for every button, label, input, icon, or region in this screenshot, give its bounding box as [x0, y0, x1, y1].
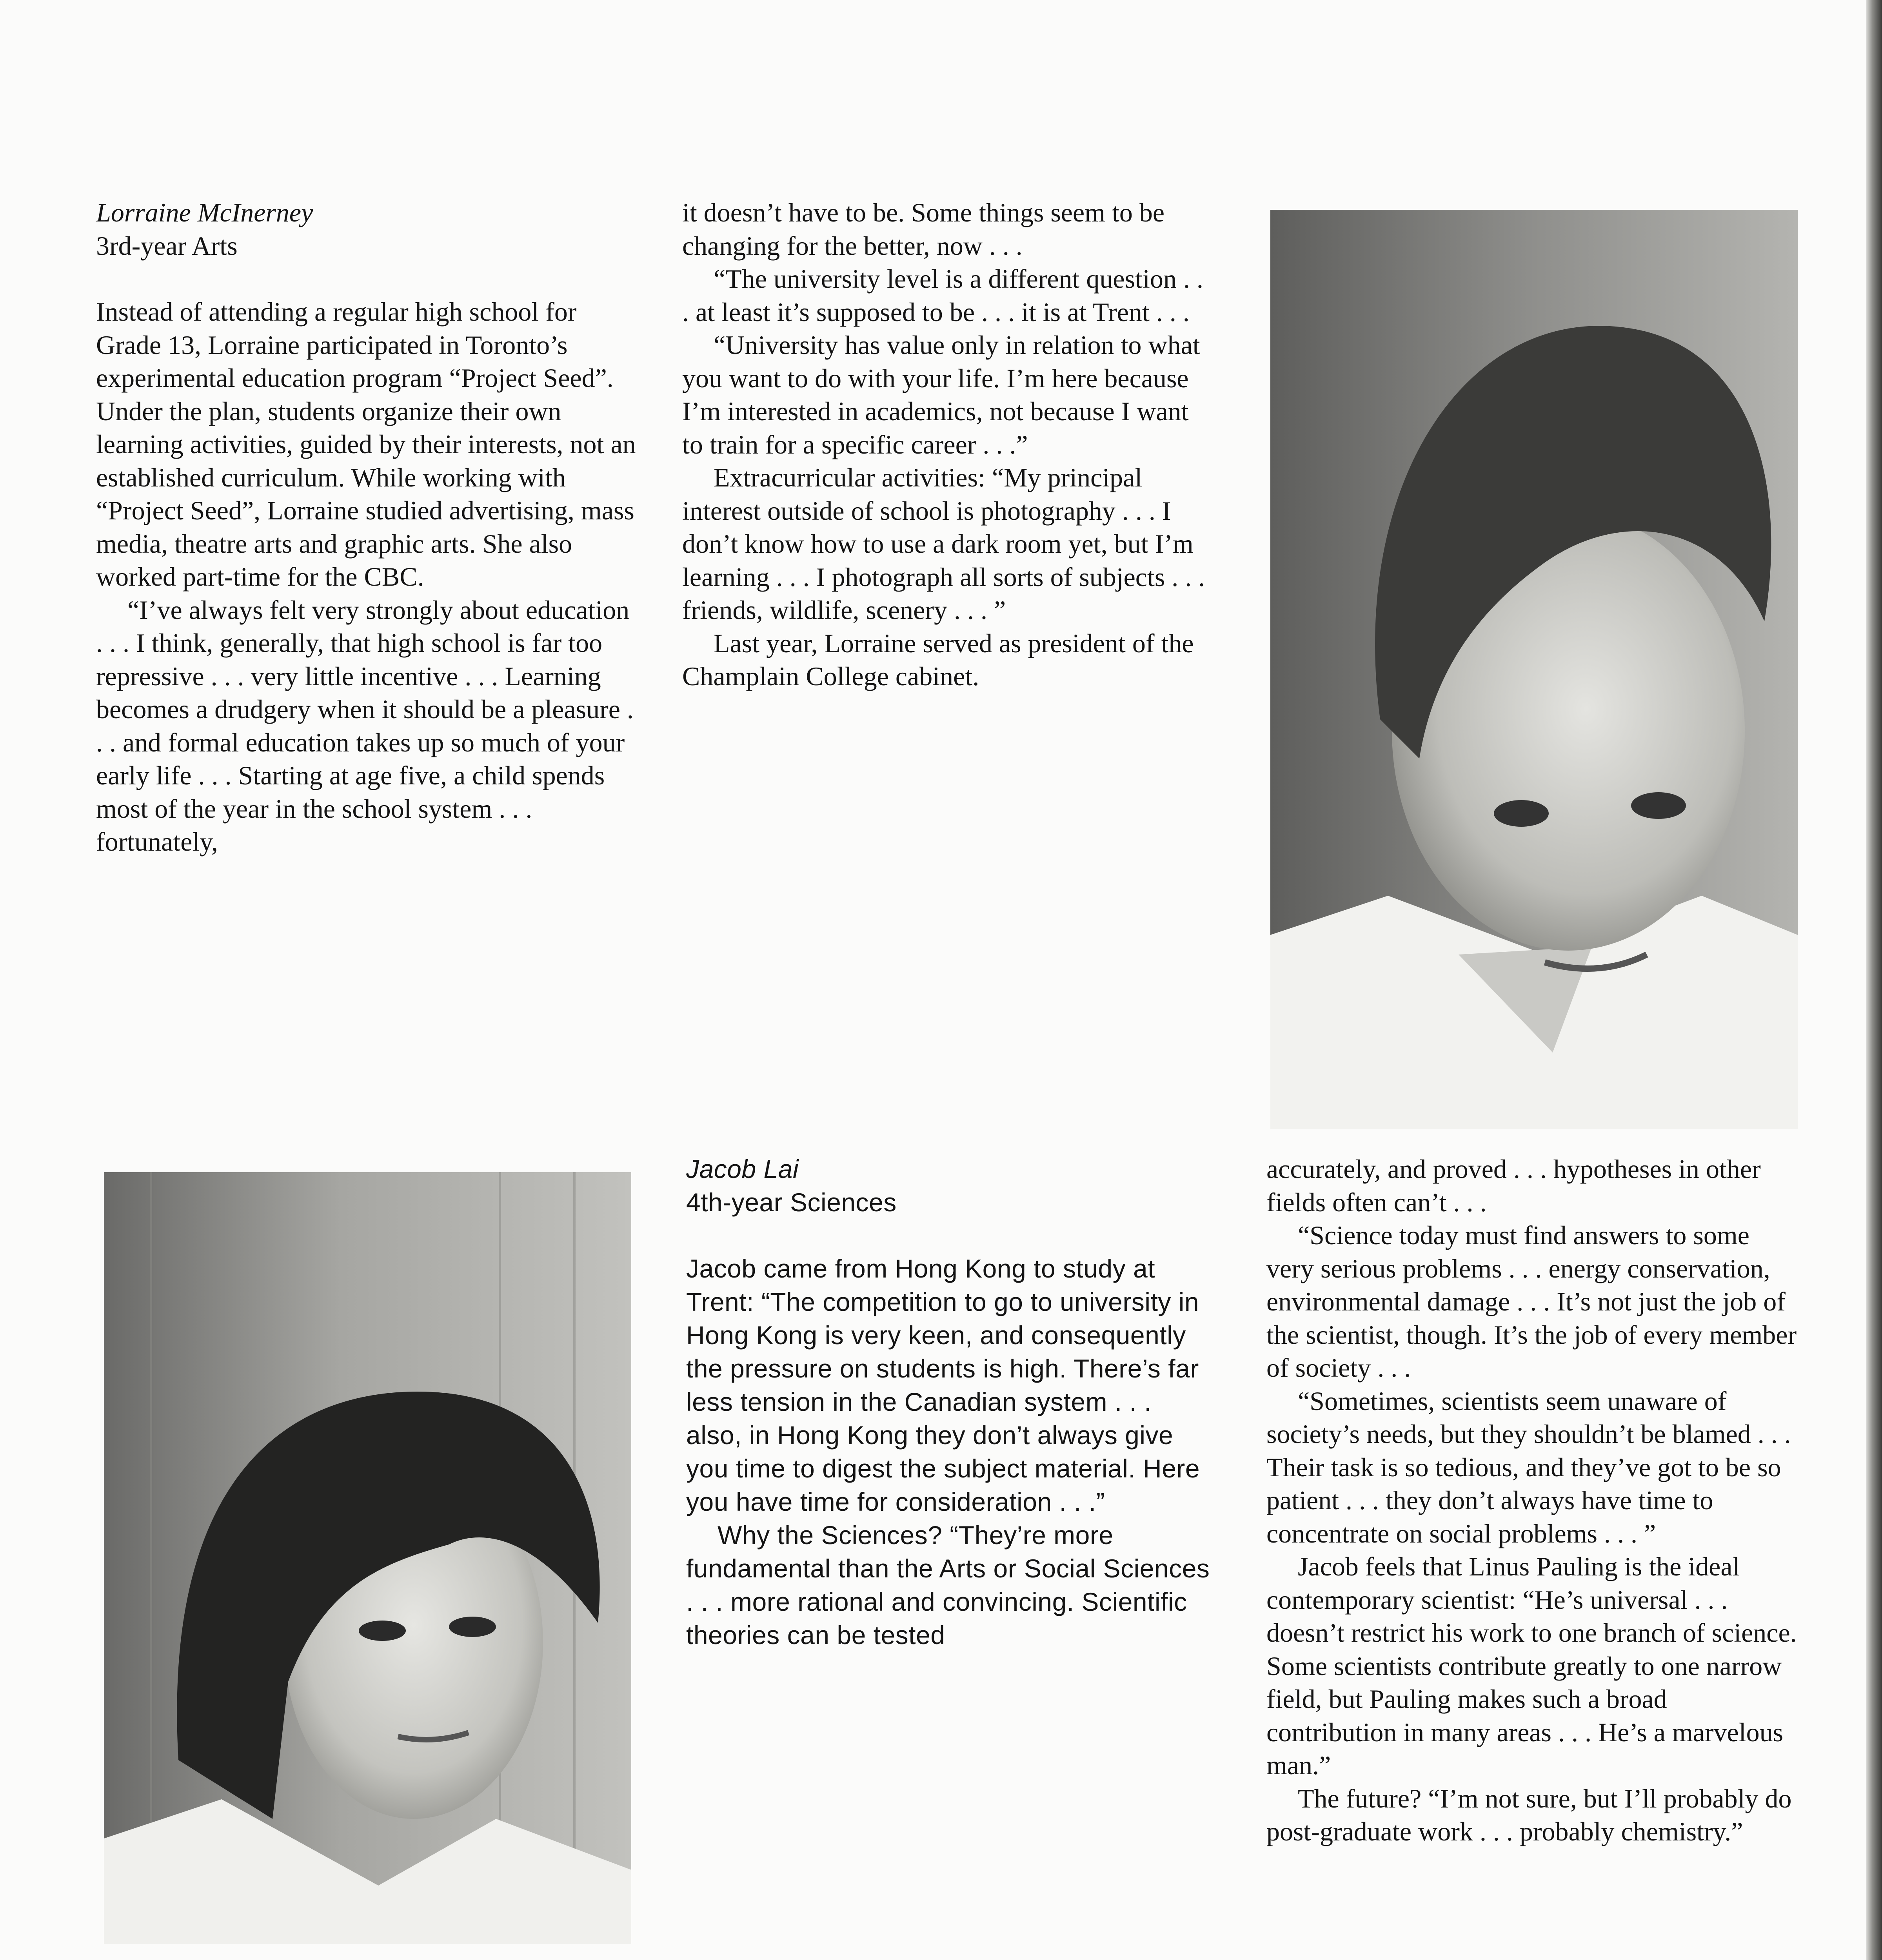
- profile-name: Lorraine McInerney: [96, 198, 313, 227]
- jacob-column-2: [1266, 1152, 1798, 1848]
- paragraph: “Science today must find answers to some very serious problems . . . energy conservation, environmental damage . . . It’s not just the job of the scientist, though. It’s the job of every member of society . . .: [1266, 1220, 1797, 1383]
- profile-program: 4th-year Sciences: [686, 1188, 897, 1217]
- paragraph: Extracurricular activities: “My principal interest outside of school is photography . . . I don’t know how to use a dark room yet, but I’m learning . . . I photograph all sorts of subjects . . . friends, wildlife, scenery . . . ”: [682, 463, 1205, 625]
- profile-name: Jacob Lai: [686, 1154, 799, 1183]
- paragraph: Instead of attending a regular high school for Grade 13, Lorraine participated in Toronto’s experimental education program “Project Seed”. Under the plan, students organize their own learning activities, guided by their interests, not an established curriculum. While working with “Project Seed”, Lorraine studied advertising, mass media, theatre arts and graphic arts. She also worked part-time for the CBC.: [96, 297, 636, 592]
- jacob-column-1: [686, 1152, 1212, 1652]
- jacob-portrait-photo: [104, 1172, 631, 1944]
- lorraine-portrait-photo: [1270, 210, 1798, 1129]
- lorraine-column-2: [682, 196, 1210, 693]
- paragraph: it doesn’t have to be. Some things seem to be changing for the better, now . . .: [682, 198, 1165, 261]
- paragraph: “University has value only in relation to what you want to do with your life. I’m here because I’m interested in academics, not because I want to train for a specific career . . .”: [682, 330, 1200, 459]
- lorraine-column-1: [96, 196, 637, 858]
- profile-program: 3rd-year Arts: [96, 230, 238, 261]
- portrait-photo-icon: [104, 1172, 631, 1944]
- paragraph: Why the Sciences? “They’re more fundamental than the Arts or Social Sciences . . . more rational and convincing. Scientific theories can be tested: [686, 1521, 1210, 1650]
- paragraph: “Sometimes, scientists seem unaware of society’s needs, but they shouldn’t be blamed . . . Their task is so tedious, and they’ve got to be so patient . . . they don’t always have time to concentrate on social problems . . . ”: [1266, 1386, 1791, 1548]
- paragraph: Last year, Lorraine served as president of the Champlain College cabinet.: [682, 628, 1194, 691]
- paragraph: “I’ve always felt very strongly about education . . . I think, generally, that high school is far too repressive . . . very little incentive . . . Learning becomes a drudgery when it should be a pleasure . . . and formal education takes up so much of your early life . . . Starting at age five, a child spends most of the year in the school system . . . fortunately,: [96, 595, 634, 857]
- paragraph: “The university level is a different question . . . at least it’s supposed to be . . . it is at Trent . . .: [682, 264, 1203, 327]
- paragraph: accurately, and proved . . . hypotheses in other fields often can’t . . .: [1266, 1154, 1761, 1217]
- page-binding-edge: [1866, 0, 1882, 1960]
- paragraph: The future? “I’m not sure, but I’ll probably do post-graduate work . . . probably chemistry.”: [1266, 1783, 1792, 1846]
- paragraph: Jacob came from Hong Kong to study at Trent: “The competition to go to university in Hong Kong is very keen, and consequently the pressure on students is high. There’s far less tension in the Canadian system . . . also, in Hong Kong they don’t always give you time to digest the subject material. Here you have time for consideration . . .”: [686, 1254, 1200, 1516]
- portrait-photo-icon: [1270, 210, 1798, 1129]
- paragraph: Jacob feels that Linus Pauling is the ideal contemporary scientist: “He’s universal . . . doesn’t restrict his work to one branch of science. Some scientists contribute greatly to one narrow field, but Pauling makes such a broad contribution in many areas . . . He’s a marvelous man.”: [1266, 1552, 1797, 1780]
